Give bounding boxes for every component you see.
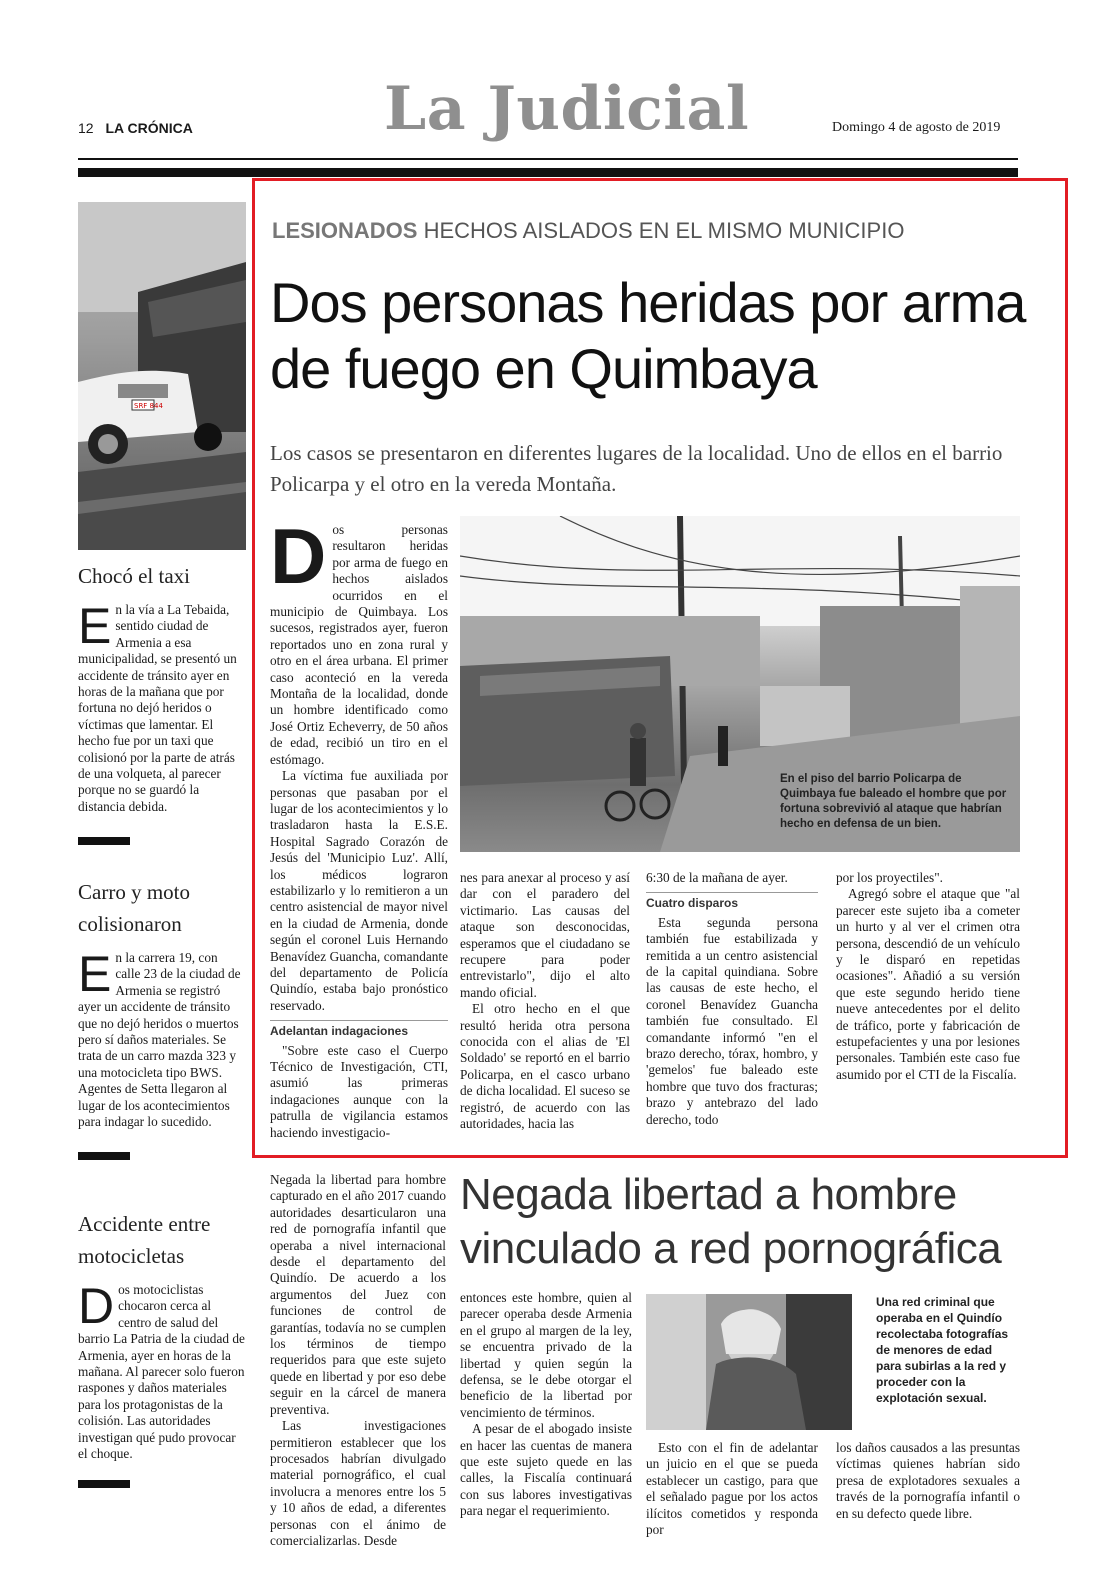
sidebar-story-title: Chocó el taxi [78,564,190,588]
section-title: La Judicial [384,74,750,144]
column-text: Negada la libertad para hombre capturado en el año 2017 cuando autoridades desarticularon una red de pornografía infantil que operaba a nivel internacional desde el departamento del Quindío. De acuerdo a los argumentos del Juez con funciones de control de garantías, todavía no se cumplen los términos de tiempo requeridos para que este sujeto quede en libertad y por eso debe seguir en la cárcel de manera preventiva. [270,1172,446,1417]
column-paragraph: Las investigaciones permitieron establecer que los procesados habrían divulgado material pornográfico, el cual involucra a menores entre los 5 y 10 años de edad, a diferentes personas con el ánimo de comercializarlas. Desde [270,1418,446,1548]
main-column-1 [270,512,448,1141]
main-headline: Dos personas heridas por arma de fuego en Quimbaya [270,271,1026,400]
second-headline: Negada libertad a hombre vinculado a red pornográfica [460,1170,1002,1273]
column-paragraph: El otro hecho en el que resultó herida otra persona conocida con el alias de 'El Soldado' se reportó en el barrio Policarpa, en el casco urbano de dicha localidad. El suceso se registró, de acuerdo con las autoridades, hacia las [460,1001,630,1132]
policarpa-street-photo [460,516,1020,852]
column-text: por los proyectiles". [836,870,943,885]
woman-photo [646,1294,852,1430]
column-text: os personas resultaron heridas por arma de fuego en hechos aislados ocurridos en el municipio de Quimbaya. Los sucesos, registrados ayer, fueron reportados uno en zona rural y otro en el área urbana. El primer caso aconteció en la vereda Montaña de la localidad, donde un hombre identificado como José Ortiz Echeverry, de 50 años de edad, recibió un tiro en el estómago. [270,522,448,767]
column-text: nes para anexar al proceso y así dar con el paradero del victimario. Las causas del ataque son desconocidas, esperamos que el ciudadano se recupere para poder entrevistarlo", dijo el alto mando oficial. [460,870,630,1000]
sidebar-divider [78,1480,130,1488]
drop-cap: E [78,598,112,654]
column-text: entonces este hombre, quien al parecer operaba desde Armenia en el grupo al margen de la ley, se encuentra privado de la libertad y quien según la defensa, se le debe otorgar el beneficio de la libertad por vencimiento de términos. [460,1290,632,1420]
column-text: 6:30 de la mañana de ayer. [646,870,788,885]
taxi-plate: SRF 844 [134,402,163,410]
header-thick-rule [78,168,1018,177]
sidebar-story-title: Carro y moto colisionaron [78,880,190,936]
sidebar-story-text: os motociclistas chocaron cerca al centro de salud del barrio La Patria de la ciudad de Armenia, ayer en horas de la mañana. Al parecer solo fueron raspones y daños materiales para los protagonistas de la colisión. Las autoridades investigan qué pudo provocar el choque. [78,1282,245,1462]
main-column-4 [836,870,1020,1083]
column-text: los daños causados a las presuntas víctimas quienes habrían sido presa de explotadores sexuales a través de la pornografía infantil o en su defecto quede libre. [836,1440,1020,1521]
column-paragraph: Esta segunda persona también fue estabilizada y remitida a un centro asistencial de la capital quindiana. Sobre las causas de este hecho, el coronel Benavídez Guancha también fue consultado. El comandante informó "en el brazo derecho, tórax, hombro, y 'gemelos' fue baleado este hombre que tuvo dos fracturas; brazo y antebrazo del lado derecho, todo [646,914,818,1127]
sidebar-story-body [78,598,246,815]
column-paragraph: Esto con el fin de adelantar un juicio en el que se pueda establecer un castigo, para que el señalado pague por los actos ilícitos cometidos y responda por [646,1440,818,1538]
sidebar-story-body [78,1278,246,1462]
main-column-2 [460,870,630,1133]
main-deck: Los casos se presentaron en diferentes lugares de la localidad. Uno de ellos en el barrio Policarpa y el otro en la vereda Montaña. [270,441,1003,496]
second-column-1 [270,1172,446,1549]
second-column-3 [646,1440,818,1538]
second-column-2 [460,1290,632,1520]
story-kicker [272,218,904,244]
paper-name: LA CRÓNICA [105,120,193,136]
second-column-4 [836,1440,1020,1522]
sidebar-divider [78,837,130,845]
kicker-strong: LESIONADOS [272,218,418,243]
issue-date: Domingo 4 de agosto de 2019 [832,120,1001,135]
subhead: Adelantan indagaciones [270,1020,448,1039]
drop-cap: E [78,946,112,1002]
second-photo-caption: Una red criminal que operaba en el Quindío recolectaba fotografías de menores de edad para subirlas a la red y proceder con la explotación sexual. [876,1295,1009,1405]
sidebar-story-collision [78,876,246,1160]
sidebar-story-title: Accidente entre motocicletas [78,1212,211,1268]
page-number: 12 [78,120,94,136]
main-column-3 [646,870,818,1128]
taxi-crash-photo [78,202,246,550]
sidebar-story-motorcycles [78,1208,246,1488]
sidebar-story-taxi [78,560,246,845]
sidebar-divider [78,1152,130,1160]
header-thin-rule [78,158,1018,160]
subhead: Cuatro disparos [646,892,818,911]
photo-caption: En el piso del barrio Policarpa de Quimbaya fue baleado el hombre que por fortuna sobrevivió al ataque que habrían hecho en defensa de un bien. [780,773,1007,830]
column-paragraph: La víctima fue auxiliada por personas que pasaban por el lugar de los acontecimientos y lo trasladaron hasta la E.S.E. Hospital Sagrado Corazón de Jesús del 'Municipio Luz'. Allí, los médicos lograron estabilizarlo y lo remitieron a un centro asistencial de mayor nivel en la ciudad de Armenia, donde según el coronel Luis Hernando Benavídez Guancha, comandante del departamento de Policía Quindío, estaba bajo pronóstico reservado. [270,768,448,1013]
sidebar-story-text: n la carrera 19, con calle 23 de la ciudad de Armenia se registró ayer un accidente de tránsito que no dejó heridos o muertos pero sí daños materiales. Se trata de un carro mazda 323 y una motocicleta tipo BWS. Agentes de Setta llegaron al lugar de los acontecimientos para indagar lo sucedido. [78,950,241,1130]
sidebar-story-body [78,946,246,1130]
page-folio [78,120,193,136]
column-paragraph: A pesar de el abogado insiste en hacer las cuentas de manera que este sujeto quede en las calles, la Fiscalía continuará con sus labores investigativas para negar el requerimiento. [460,1421,632,1519]
kicker-rest: HECHOS AISLADOS EN EL MISMO MUNICIPIO [423,218,905,243]
sidebar-story-text: n la vía a La Tebaida, sentido ciudad de Armenia a esa municipalidad, se presentó un accidente de tránsito ayer en horas de la mañana que por fortuna no dejó heridos o víctimas que lamentar. El hecho fue por un taxi que colisionó por la parte de atrás de una volqueta, al parecer porque no se guardó la distancia debida. [78,602,237,814]
column-paragraph: Agregó sobre el ataque que "al parecer este sujeto iba a cometer un hurto y al ver el crimen otra persona, descendió de un vehículo y le disparó en repetidas ocasiones". Añadió a su versión que este segundo herido tiene nueve antecedentes por el delito de tráfico, porte y fabricación de estupefacientes y una por lesiones personales. También este caso fue asumido por el CTI de la Fiscalía. [836,886,1020,1082]
column-paragraph: "Sobre este caso el Cuerpo Técnico de Investigación, CTI, asumió las primeras indagaciones aunque con la patrulla de vigilancia estamos haciendo investigacio- [270,1042,448,1140]
drop-cap: D [78,1278,115,1334]
drop-cap: D [270,512,327,600]
